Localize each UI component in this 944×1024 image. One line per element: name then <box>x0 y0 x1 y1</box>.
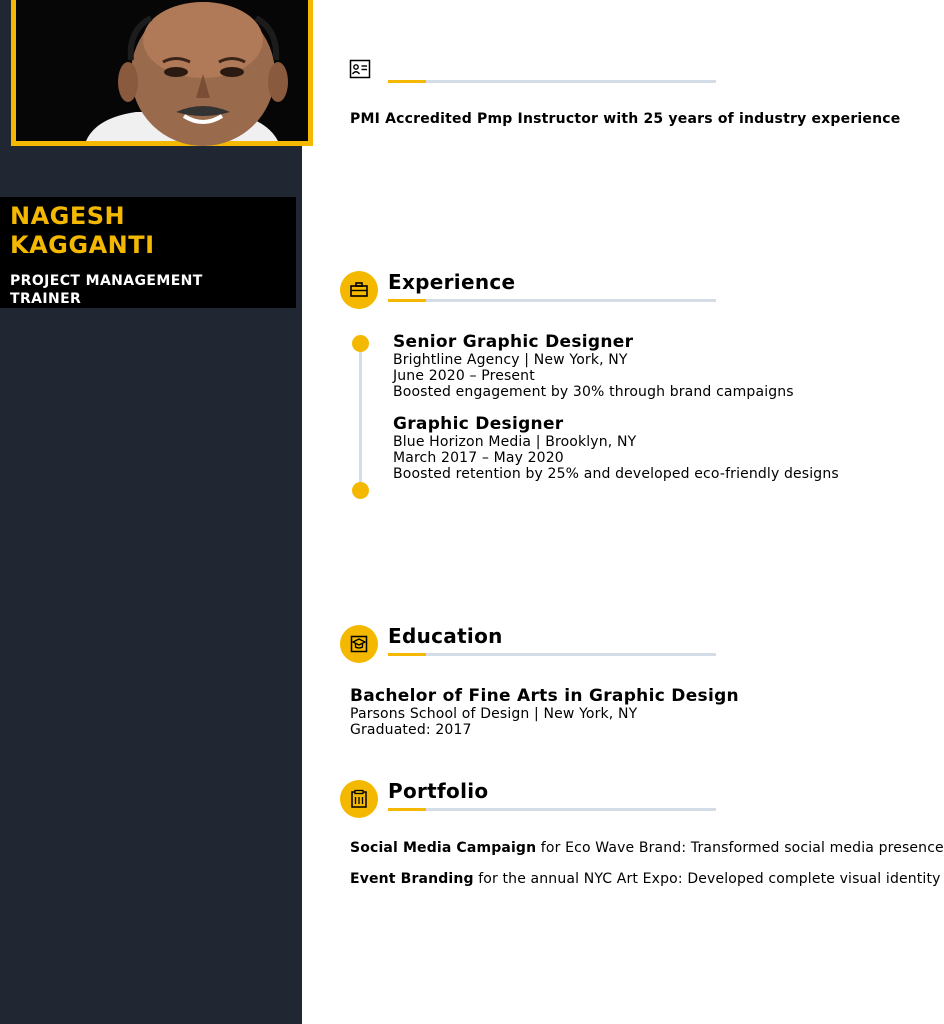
portfolio-item-name: Social Media Campaign <box>350 840 537 856</box>
education-header <box>340 625 720 665</box>
graduation-cap-icon <box>340 625 378 663</box>
portfolio-item-text: for Eco Wave Brand: Transformed social media presence <box>536 840 944 856</box>
experience-header <box>340 271 720 311</box>
portfolio-item-name: Event Branding <box>350 871 474 887</box>
portfolio-title: Portfolio <box>388 779 489 803</box>
experience-title: Experience <box>388 270 516 294</box>
degree: Bachelor of Fine Arts in Graphic Design <box>350 686 739 706</box>
education-rule <box>388 653 716 656</box>
timeline-line <box>359 343 362 491</box>
profile-photo <box>11 0 313 146</box>
job-dates: March 2017 – May 2020 <box>393 450 564 466</box>
job-description: Boosted retention by 25% and developed eco-friendly designs <box>393 466 839 482</box>
main-content <box>302 0 944 1024</box>
timeline-dot <box>352 335 369 352</box>
portfolio-item-text: for the annual NYC Art Expo: Developed complete visual identity <box>473 871 941 887</box>
experience-rule <box>388 299 716 302</box>
education-title: Education <box>388 624 503 648</box>
job-company: Brightline Agency | New York, NY <box>393 352 628 368</box>
job-entry <box>393 414 839 482</box>
portfolio-item <box>350 871 941 887</box>
candidate-role: PROJECT MANAGEMENT TRAINER <box>10 273 203 307</box>
job-dates: June 2020 – Present <box>393 368 535 384</box>
job-title: Senior Graphic Designer <box>393 332 634 352</box>
portfolio-rule <box>388 808 716 811</box>
graduation-date: Graduated: 2017 <box>350 722 472 738</box>
name-block <box>0 197 296 308</box>
id-card-icon <box>348 57 372 81</box>
school: Parsons School of Design | New York, NY <box>350 706 638 722</box>
portfolio-item <box>350 840 944 856</box>
job-description: Boosted engagement by 30% through brand campaigns <box>393 384 794 400</box>
briefcase-icon <box>340 271 378 309</box>
profile-summary: PMI Accredited Pmp Instructor with 25 years of industry experience <box>350 111 901 127</box>
sidebar <box>0 0 302 1024</box>
job-company: Blue Horizon Media | Brooklyn, NY <box>393 434 637 450</box>
timeline-dot <box>352 482 369 499</box>
job-title: Graphic Designer <box>393 414 564 434</box>
job-entry <box>393 332 794 400</box>
education-entry <box>350 686 739 738</box>
portfolio-header <box>340 780 720 820</box>
profile-photo-illustration <box>16 0 308 141</box>
candidate-name: NAGESH KAGGANTI <box>10 202 155 259</box>
summary-header <box>340 57 720 97</box>
portfolio-icon <box>340 780 378 818</box>
summary-rule <box>388 80 716 83</box>
